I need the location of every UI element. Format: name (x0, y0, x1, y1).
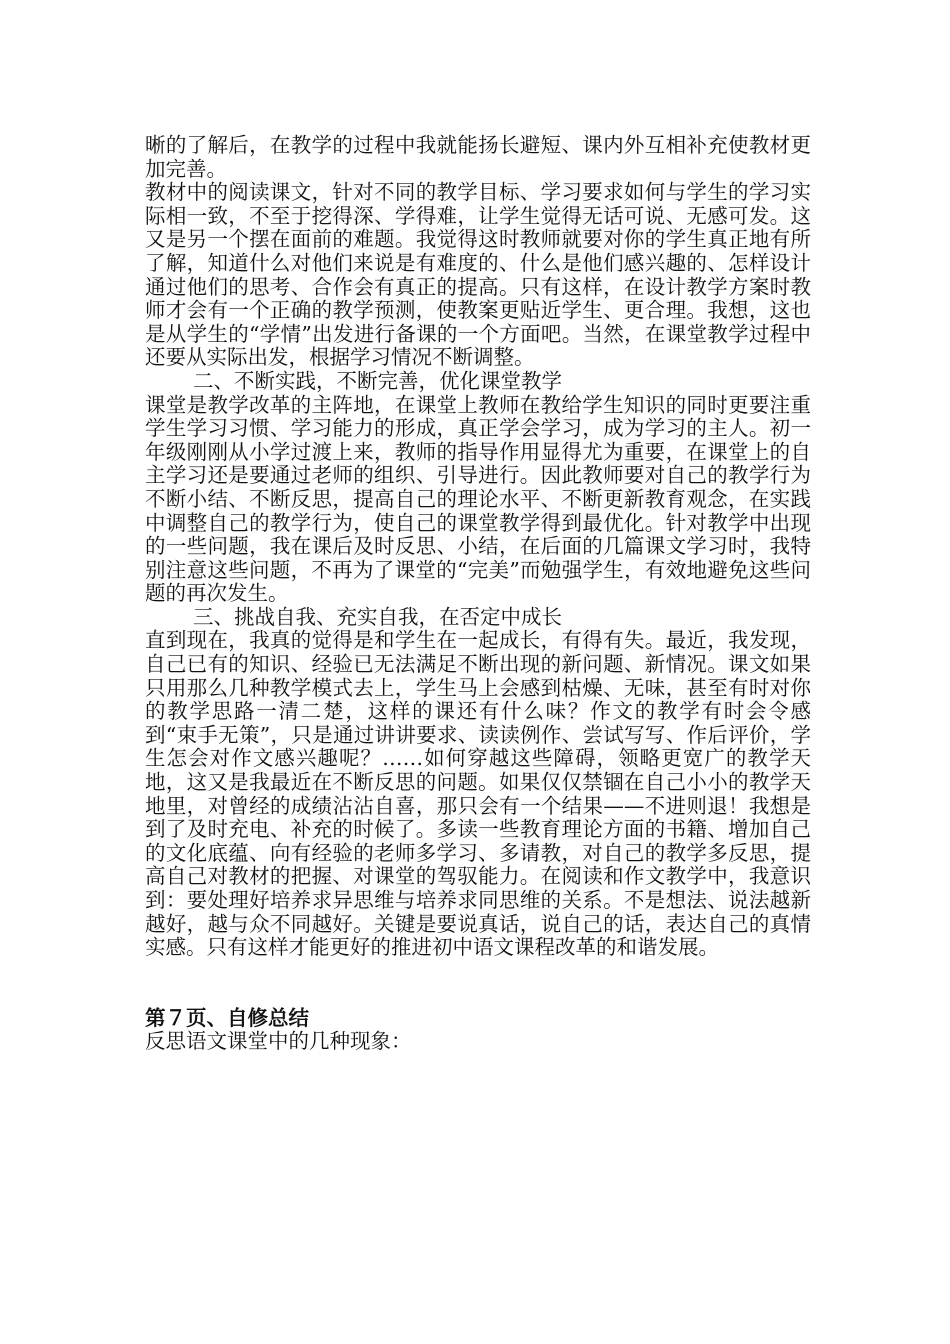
section-heading-challenge: 三、挑战自我、充实自我，在否定中成长 (193, 604, 562, 629)
paragraph-growth: 直到现在，我真的觉得是和学生在一起成长，有得有失。最近，我发现，自己已有的知识、经验已无法满足不断出现的新问题、新情况。课文如果只用那么几种教学模式去上，学生马上会感到枯燥、无味，甚至有时对你的教学思路一清二楚，这样的课还有什么味？作文的教学有时会令感到“束手无策”，只是通过讲讲要求、读读例作、尝试写写、作后评价，学生怎会对作文感兴趣呢？……如何穿越这些障碍，领略更宽广的教学天地，这又是我最近在不断反思的问题。如果仅仅禁锢在自己小小的教学天地里，对曾经的成绩沾沾自喜，那只会有一个结果——不进则退！我想是到了及时充电、补充的时候了。多读一些教育理论方面的书籍、增加自己的文化底蕴、向有经验的老师多学习、多请教，对自己的教学多反思，提高自己对教材的把握、对课堂的驾驭能力。在阅读和作文教学中，我意识到：要处理好培养求异思维与培养求同思维的关系。不是想法、说法越新越好，越与众不同越好。关键是要说真话，说自己的话，表达自己的真情实感。只有这样才能更好的推进初中语文课程改革的和谐发展。 (145, 628, 811, 960)
document-content (145, 134, 811, 1054)
closing-line: 反思语文课堂中的几种现象： (145, 1029, 412, 1054)
paragraph-classroom: 课堂是教学改革的主阵地，在课堂上教师在教给学生知识的同时更要注重学生学习习惯、学习能力的形成，真正学会学习，成为学习的主人。初一年级刚刚从小学过渡上来，教师的指导作用显得尤为重要，在课堂上的自主学习还是要通过老师的组织、引导进行。因此教师要对自己的教学行为不断小结、不断反思，提高自己的理论水平、不断更新教育观念，在实践中调整自己的教学行为，使自己的课堂教学得到最优化。针对教学中出现的一些问题，我在课后及时反思、小结，在后面的几篇课文学习时，我特别注意这些问题，不再为了课堂的“完美”而勉强学生，有效地避免这些问题的再次发生。 (145, 392, 811, 606)
paragraph-continuation: 晰的了解后，在教学的过程中我就能扬长避短、课内外互相补充使教材更加完善。 (145, 133, 811, 181)
section-heading-practice: 二、不断实践，不断完善，优化课堂教学 (193, 368, 562, 393)
page-heading: 第７页、自修总结 (145, 1005, 309, 1030)
paragraph-reading-texts: 教材中的阅读课文，针对不同的教学目标、学习要求如何与学生的学习实际相一致，不至于挖得深、学得难，让学生觉得无话可说、无感可发。这又是另一个摆在面前的难题。我觉得这时教师就要对你的学生真正地有所了解，知道什么对他们来说是有难度的、什么是他们感兴趣的、怎样设计通过他们的思考、合作会有真正的提高。只有这样，在设计教学方案时教师才会有一个正确的教学预测，使教案更贴近学生、更合理。我想，这也是从学生的“学情”出发进行备课的一个方面吧。当然，在课堂教学过程中还要从实际出发，根据学习情况不断调整。 (145, 180, 811, 370)
section-spacer (145, 960, 811, 1007)
